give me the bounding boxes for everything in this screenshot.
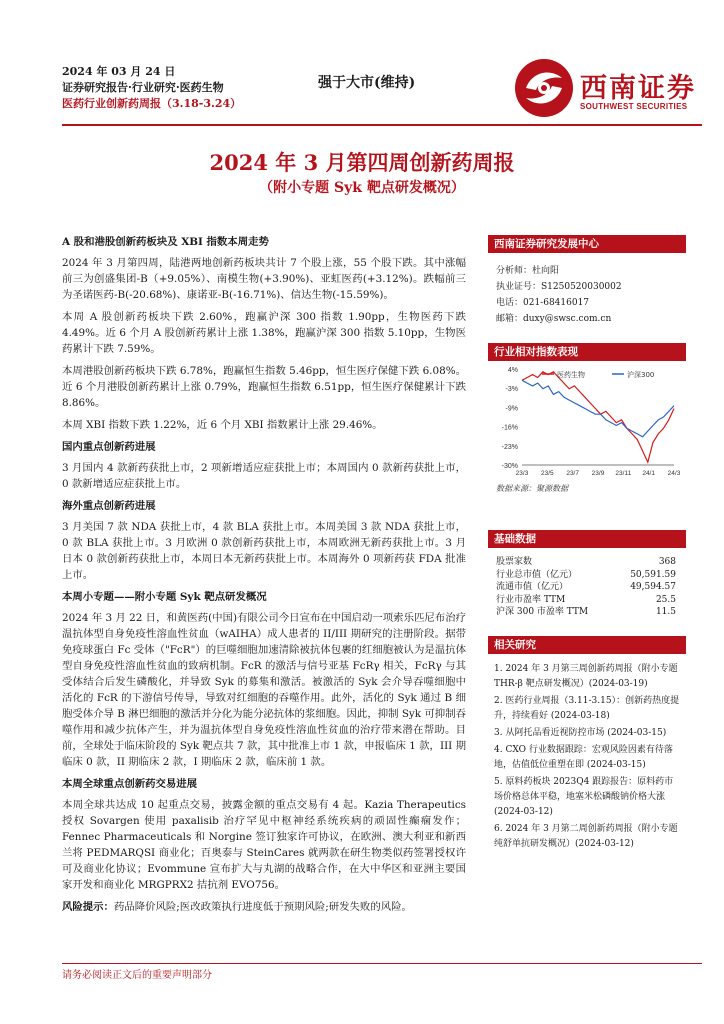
main-body [62, 234, 466, 921]
cell-label: 行业市盈率 TTM [496, 594, 566, 605]
x-tick-label: 23/7 [566, 470, 579, 477]
section-heading: 国内重点创新药进展 [62, 441, 156, 453]
paragraph: 本周 XBI 指数下跌 1.22%，近 6 个月 XBI 指数累计上涨 29.46%。 [62, 419, 383, 431]
x-tick-label: 23/9 [591, 470, 605, 477]
y-tick-label: 4% [507, 367, 518, 374]
analyst-email[interactable]: 邮箱：duxy@swsc.com.cn [496, 314, 612, 324]
report-title: 2024 年 3 月第四周创新药周报 [209, 150, 515, 175]
cell-label: 流通市值（亿元） [496, 582, 569, 592]
related-research-panel [488, 636, 686, 854]
paragraph: 3 月国内 4 款新药获批上市，2 项新增适应症获批上市；本周国内 0 款新药获批上市，0 款新增适应症获批上市。 [62, 462, 466, 490]
index-chart-svg [488, 361, 686, 479]
legend-label: 医药生物 [557, 371, 585, 379]
index-chart [488, 361, 686, 479]
related-item[interactable]: 6. 2024 年 3 月第二周创新药周报（附小专题纯舒单抗研发概况）(2024-03-12) [494, 824, 678, 849]
related-item[interactable]: 1. 2024 年 3 月第三周创新药周报（附小专题 THR-β 靶点研发概况）(2024-03-19) [494, 664, 678, 689]
legend-label: 沪深300 [627, 371, 655, 379]
cell-value: 50,591.59 [630, 569, 676, 580]
logo-en-text: SOUTHWEST SECURITIES [580, 102, 688, 111]
y-tick-label: -16% [501, 424, 518, 432]
cell-value: 49,594.57 [630, 582, 676, 592]
paragraph: 3 月美国 7 款 NDA 获批上市，4 款 BLA 获批上市。本周美国 3 款 NDA 获批上市，0 款 BLA 获批上市。3 月欧洲 0 款创新药获批上市，本周欧洲无新药获批上市。3 月日本 0 款创新药获批上市，本周日本无新药获批上市。本周海外 0 项新药获 FDA 批准上市。 [62, 521, 466, 581]
paragraph: 本周全球共达成 10 起重点交易，披露金额的重点交易有 4 起。Kazia Therapeutics 授权 Sovargen 使用 paxalisib 治疗罕见中枢神经系统疾病的顽固性癫痫发作；Fennec Pharmaceuticals 和 Norgine 签订独家许可协议，在欧洲、澳大利亚和新西兰将 PEDMARQSI 商业化；百奥泰与 SteinCares 就两款在研生物类似药签署授权许可及商业化协议；Evommune 宣布扩大与丸湖的战略合作，在大中华区和亚洲主要国家开发和商业化 MRGPRX2 拮抗剂 EVO756。 [62, 799, 466, 891]
risk-text: 药品降价风险;医改政策执行进度低于预期风险;研发失败的风险。 [113, 901, 412, 913]
basic-data-title: 基础数据 [488, 530, 686, 548]
section-heading: 本周全球重点创新药交易进展 [62, 778, 198, 790]
logo-cn-text: 西南证券 [580, 73, 696, 104]
header-meta [62, 64, 241, 112]
risk-warning [62, 899, 466, 915]
chart-source: 数据来源：聚源数据 [496, 484, 568, 493]
report-type: 证券研究报告·行业研究·医药生物 [62, 81, 224, 94]
table-row [488, 606, 686, 619]
related-item[interactable]: 3. 从阿托品看近视防控市场 (2024-03-15) [494, 728, 667, 738]
section-heading: 本周小专题——附小专题 Syk 靶点研发概况 [62, 591, 267, 603]
report-date: 2024 年 03 月 24 日 [62, 65, 176, 78]
table-row [488, 569, 686, 582]
index-panel [488, 343, 686, 494]
logo-mark-icon [514, 58, 574, 118]
risk-label: 风险提示： [62, 901, 114, 913]
analyst-license: 执业证号：S1250520030002 [496, 282, 622, 292]
cell-label: 股票家数 [496, 557, 533, 567]
section-domestic [62, 439, 466, 492]
x-tick-label: 23/5 [541, 470, 554, 477]
cell-value: 11.5 [655, 607, 676, 617]
section-overseas [62, 498, 466, 583]
section-market [62, 234, 466, 433]
y-tick-label: -9% [505, 405, 518, 413]
section-deals [62, 776, 466, 893]
x-tick-label: 24/1 [642, 470, 655, 477]
x-tick-label: 23/11 [615, 470, 632, 477]
company-logo [514, 58, 704, 120]
header-divider [62, 124, 702, 126]
table-row [488, 556, 686, 569]
y-tick-label: -30% [501, 463, 518, 470]
section-heading: 海外重点创新药进展 [62, 500, 156, 512]
related-item[interactable]: 4. CXO 行业数据跟踪：宏观风险因素有待落地，估值低位重塑在即 (2024-03-15) [494, 745, 673, 770]
cell-label: 沪深 300 市盈率 TTM [496, 607, 589, 617]
series-line-1 [522, 380, 674, 437]
analyst-name: 分析师：杜向阳 [496, 266, 560, 276]
cell-value: 368 [658, 557, 676, 567]
x-tick-label: 23/3 [515, 470, 529, 477]
cell-label: 行业总市值（亿元） [496, 569, 578, 580]
y-tick-label: -3% [505, 386, 518, 394]
analyst-panel [488, 235, 686, 327]
report-series: 医药行业创新药周报（3.18-3.24） [62, 97, 242, 110]
y-tick-label: -23% [501, 443, 518, 451]
series-line-0 [522, 372, 674, 462]
report-subtitle: （附小专题 Syk 靶点研发概况） [259, 180, 465, 196]
related-item[interactable]: 5. 原料药板块 2023Q4 跟踪报告：原料药市场价格总体平稳，地塞米松磷酸钠价格大涨 (2024-03-12) [494, 777, 674, 817]
cell-value: 25.5 [655, 594, 676, 605]
analyst-phone: 电话：021-68416017 [496, 298, 590, 308]
paragraph: 2024 年 3 月 22 日，和黄医药(中国)有限公司今日宣布在中国启动一项索乐匹尼布治疗温抗体型自身免疫性溶血性贫血（wAIHA）成人患者的 II/III 期研究的注册阶段。据带免疫球蛋白 Fc 受体（"FcR"）的巨噬细胞加速清除被抗体包裹的红细胞被认为是温抗体型自身免疫性溶血性贫血的致病机制。FcR 的激活与信号亚基 FcRγ 相关，FcRγ 与其受体结合后发生磷酸化，并导致 Syk 的募集和激活。被激活的 Syk 会介导吞噬细胞中活化的 FcR 的下游信号传导，导致对红细胞的吞噬作用。此外，活化的 Syk 通过 B 细胞受体介导 B 淋巴细胞的激活并分化为能分泌抗体的浆细胞。因此，抑制 Syk 可抑制吞噬作用和减少抗体产生，并为温抗体型自身免疫性溶血性贫血的治疗带来潜在帮助。目前，全球处于临床阶段的 Syk 靶点共 7 款，其中批准上市 1 款，申报临床 1 款，III 期临床 0 款，II 期临床 2 款，I 期临床 2 款，临床前 1 款。 [62, 612, 466, 768]
index-panel-title: 行业相对指数表现 [488, 343, 686, 361]
related-item[interactable]: 2. 医药行业周报（3.11-3.15）：创新药热度提升，持续看好 (2024-03-18) [494, 696, 680, 721]
footer-disclaimer: 请务必阅读正文后的重要声明部分 [62, 970, 212, 981]
x-tick-label: 24/3 [667, 470, 681, 477]
section-topic [62, 589, 466, 770]
paragraph: 2024 年 3 月第四周，陆港两地创新药板块共计 7 个股上涨，55 个股下跌。其中涨幅前三为创盛集团-B（+9.05%）、南模生物(+3.90%)、亚虹医药(+3.12%)。跌幅前三为圣诺医药-B(-20.68%)、康诺亚-B(-16.71%)、信达生物(-15.59%)。 [62, 257, 466, 301]
table-row [488, 581, 686, 594]
rating: 强于大市(维持) [318, 75, 416, 91]
basic-data-table [488, 556, 686, 619]
section-heading: A 股和港股创新药板块及 XBI 指数本周走势 [62, 236, 269, 248]
footer-divider [62, 963, 702, 964]
analyst-panel-title: 西南证券研究发展中心 [488, 235, 686, 253]
related-research-title: 相关研究 [488, 636, 686, 654]
related-list [488, 654, 686, 852]
paragraph: 本周 A 股创新药板块下跌 2.60%，跑赢沪深 300 指数 1.90pp，生物医药下跌 4.49%。近 6 个月 A 股创新药累计上涨 1.38%，跑赢沪深 300 指数 5.10pp，生物医药累计下跌 7.59%。 [62, 311, 466, 355]
table-row [488, 594, 686, 607]
basic-data-panel [488, 530, 686, 619]
paragraph: 本周港股创新药板块下跌 6.78%，跑赢恒生指数 5.46pp，恒生医疗保健下跌 6.08%。近 6 个月港股创新药累计上涨 0.79%，跑赢恒生指数 6.51pp，恒生医疗保健累计下跌 8.86%。 [62, 365, 466, 409]
